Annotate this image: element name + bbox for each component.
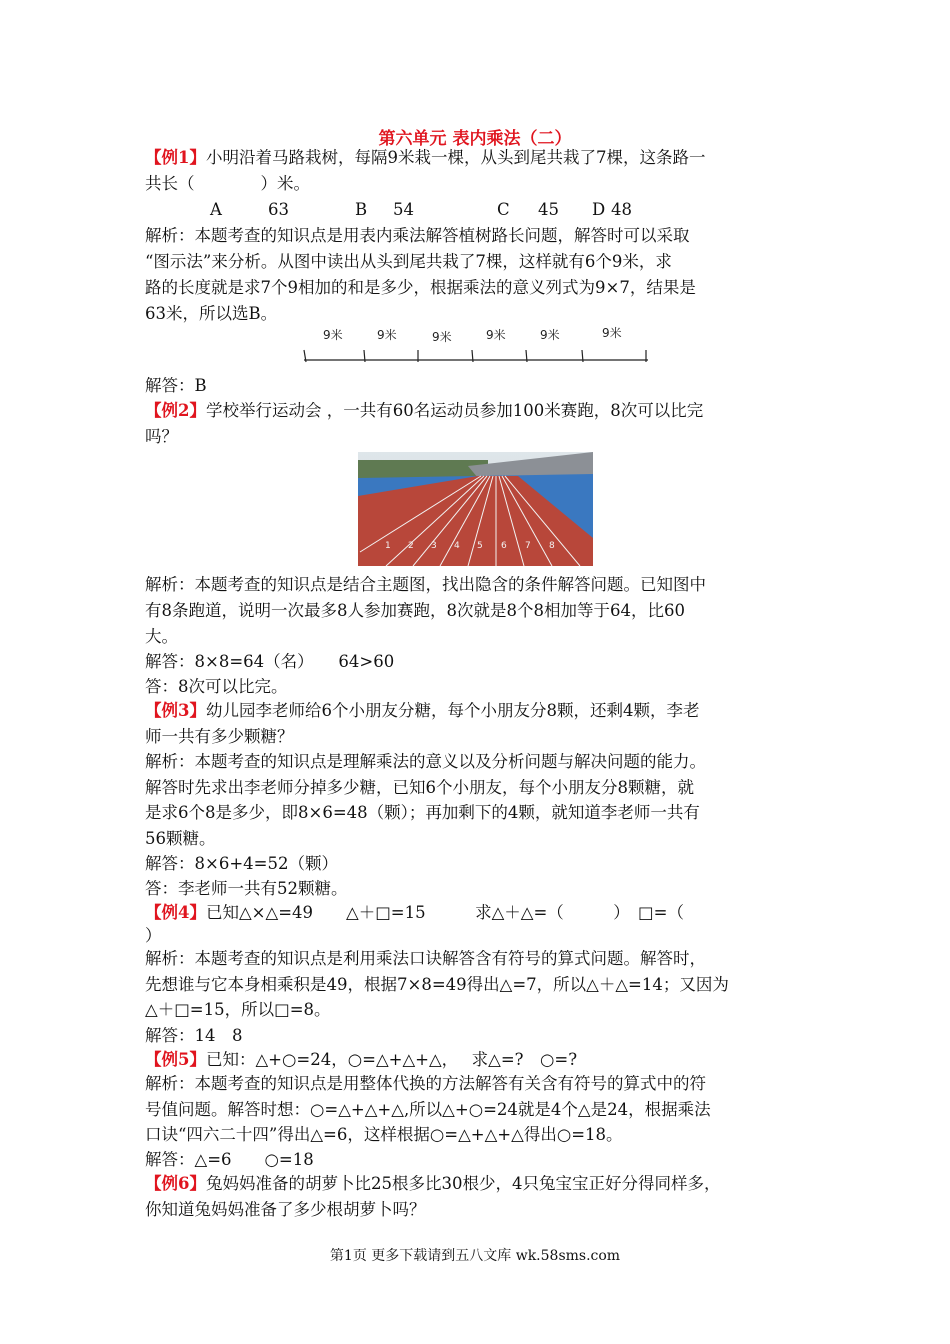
example-4-text-2: ） xyxy=(145,926,162,945)
example-3-tag: 【例3】 xyxy=(145,701,206,720)
lane-number-1: 1 xyxy=(385,541,391,551)
page-title: 第六单元 表内乘法（二） xyxy=(378,129,572,149)
example-6-tag: 【例6】 xyxy=(145,1174,206,1193)
option-c-value: 45 xyxy=(538,200,559,219)
example-1-analysis-1: 解析：本题考查的知识点是用表内乘法解答植树路长问题，解答时可以采取 xyxy=(145,226,690,245)
segment-label-4: 9米 xyxy=(486,328,506,342)
lane-number-6: 6 xyxy=(501,541,507,551)
example-2-text-2: 吗？ xyxy=(145,427,178,446)
example-4-tag: 【例4】 xyxy=(145,903,206,922)
example-2-analysis-3: 大。 xyxy=(145,627,178,646)
example-3-question xyxy=(145,699,825,723)
lane-number-2: 2 xyxy=(408,541,414,551)
example-1-text-1: 小明沿着马路栽树，每隔9米栽一棵，从头到尾共栽了7棵，这条路一 xyxy=(205,148,706,167)
example-5-analysis-1: 解析：本题考查的知识点是用整体代换的方法解答有关含有符号的算式中的符 xyxy=(145,1074,706,1093)
lane-number-7: 7 xyxy=(525,541,531,551)
example-4-text-1: 已知△×△=49 △＋□=15 求△＋△=（ ） □=（ xyxy=(205,903,684,922)
example-3-analysis-2: 解答时先求出李老师分掉多少糖，已知6个小朋友，每个小朋友分8颗糖，就 xyxy=(145,778,694,797)
lane-number-4: 4 xyxy=(454,541,460,551)
example-1-options xyxy=(145,198,825,222)
lane-number-5: 5 xyxy=(477,541,483,551)
page-footer: 第1页 更多下载请到五八文库 wk.58sms.com xyxy=(329,1248,621,1264)
tree-planting-diagram xyxy=(300,322,660,372)
example-5-answer: 解答：△=6 ○=18 xyxy=(145,1150,314,1169)
example-1-text-2: 共长（ ）米。 xyxy=(145,174,310,193)
running-track-photo xyxy=(358,452,593,566)
example-4-question xyxy=(145,901,825,925)
segment-label-5: 9米 xyxy=(540,328,560,342)
option-b-value: 54 xyxy=(393,200,414,219)
option-d-value: 48 xyxy=(611,200,632,219)
example-2-analysis-2: 有8条跑道，说明一次最多8人参加赛跑，8次就是8个8相加等于64，比60 xyxy=(145,601,685,620)
example-6-question xyxy=(145,1172,825,1196)
example-3-text-2: 师一共有多少颗糖？ xyxy=(145,727,294,746)
example-5-analysis-2: 号值问题。解答时想：○=△+△+△,所以△+○=24就是4个△是24，根据乘法 xyxy=(145,1100,711,1119)
example-5-text-1: 已知：△+○=24，○=△+△+△， 求△=? ○=? xyxy=(205,1050,578,1069)
example-6-text-2: 你知道兔妈妈准备了多少根胡萝卜吗？ xyxy=(145,1200,426,1219)
segment-label-3: 9米 xyxy=(432,330,452,344)
example-1-analysis-2: “图示法”来分析。从图中读出从头到尾共栽了7棵，这样就有6个9米，求 xyxy=(145,252,672,271)
option-d-letter: D xyxy=(592,200,606,219)
example-2-answer: 解答：8×8=64（名） 64>60 xyxy=(145,652,395,671)
example-6-text-1: 兔妈妈准备的胡萝卜比25根多比30根少，4只兔宝宝正好分得同样多， xyxy=(205,1174,721,1193)
example-1-answer: 解答：B xyxy=(145,376,207,395)
example-3-analysis-1: 解析：本题考查的知识点是理解乘法的意义以及分析问题与解决问题的能力。 xyxy=(145,752,706,771)
trees xyxy=(358,460,488,478)
segment-label-2: 9米 xyxy=(377,328,397,342)
example-3-analysis-4: 56颗糖。 xyxy=(145,829,216,848)
example-1-analysis-3: 路的长度就是求7个9相加的和是多少，根据乘法的意义列式为9×7，结果是 xyxy=(145,278,696,297)
option-b-letter: B xyxy=(355,200,368,219)
example-3-text-1: 幼儿园李老师给6个小朋友分糖，每个小朋友分8颗，还剩4颗，李老 xyxy=(205,701,700,720)
segment-label-1: 9米 xyxy=(323,328,343,342)
example-1-tag: 【例1】 xyxy=(145,148,206,167)
example-2-tag: 【例2】 xyxy=(145,401,206,420)
option-c-letter: C xyxy=(497,200,510,219)
example-5-question xyxy=(145,1048,825,1072)
segment-label-6: 9米 xyxy=(602,326,622,340)
example-5-analysis-3: 口诀“四六二十四”得出△=6，这样根据○=△+△+△得出○=18。 xyxy=(145,1125,623,1144)
example-2-text-1: 学校举行运动会 ，一共有60名运动员参加100米赛跑，8次可以比完 xyxy=(205,401,704,420)
option-a-value: 63 xyxy=(268,200,289,219)
example-2-analysis-1: 解析：本题考查的知识点是结合主题图，找出隐含的条件解答问题。已知图中 xyxy=(145,575,706,594)
lane-number-8: 8 xyxy=(549,541,555,551)
example-1-analysis-4: 63米，所以选B。 xyxy=(145,304,278,323)
example-2-final: 答：8次可以比完。 xyxy=(145,677,288,696)
example-3-analysis-3: 是求6个8是多少，即8×6=48（颗）；再加剩下的4颗，就知道李老师一共有 xyxy=(145,803,700,822)
example-2-question xyxy=(145,399,825,423)
example-4-analysis-2: 先想谁与它本身相乘积是49，根据7×8=49得出△=7，所以△＋△=14；又因为 xyxy=(145,975,729,994)
example-5-tag: 【例5】 xyxy=(145,1050,206,1069)
example-4-answer: 解答：14 8 xyxy=(145,1026,243,1045)
example-3-answer: 解答：8×6+4=52（颗） xyxy=(145,854,338,873)
example-4-analysis-1: 解析：本题考查的知识点是利用乘法口诀解答含有符号的算式问题。解答时， xyxy=(145,949,706,968)
example-1-question xyxy=(145,146,825,170)
example-4-analysis-3: △＋□=15，所以□=8。 xyxy=(145,1000,331,1019)
lane-number-3: 3 xyxy=(431,541,437,551)
option-a-letter: A xyxy=(210,200,222,219)
example-3-final: 答：李老师一共有52颗糖。 xyxy=(145,879,348,898)
